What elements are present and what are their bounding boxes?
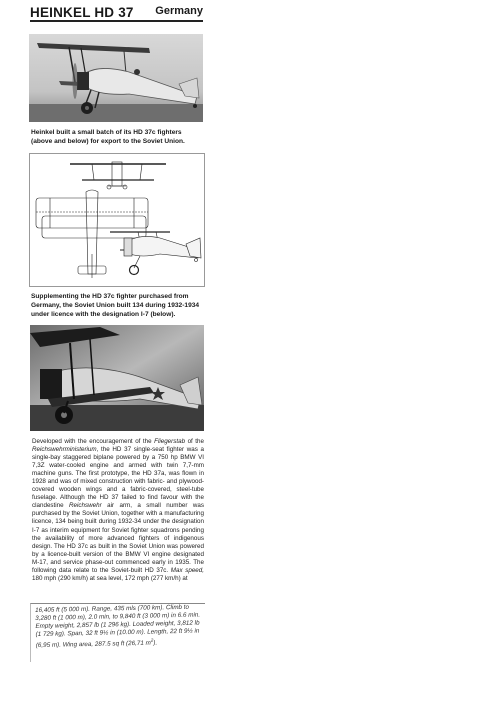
body-paragraph [32, 438, 204, 583]
plan-view [36, 190, 148, 278]
front-view [70, 162, 166, 189]
country-label: Germany [155, 5, 203, 17]
page-header [30, 5, 203, 21]
caption-drawing: Supplementing the HD 37c fighter purchased from Germany, the Soviet Union built 134 during 1932-1934 under licence with the designation I-7 (below). [31, 293, 200, 318]
body-text-e: 180 mph (290 km/h) at sea level, 172 mph (277 km/h) at [32, 574, 188, 582]
body-italic-reichswehrministerium: Reichswehrministerium [32, 446, 97, 454]
body-text-c: , the HD 37 single-seat fighter was a single-bay staggered biplane powered by a 750 hp BMW VI 7,3Z water-cooled engine and armed with twin 7,7-mm machine guns. The first prototype, the HD 37a, was flown in 1928 and was of mixed construction with fabric- and plywood-covered wooden wings and a fabric-covered, steel-tube fuselage. Although the HD 37 failed to find favour with the clandestine [32, 446, 204, 510]
three-view-drawing [29, 153, 205, 287]
spec-text-a: 16,405 ft (5 000 m). Range, 435 mls (700 km). Climb to 3,280 ft (1 000 m), 2.0 min, to 9,840 ft (3 000 m) in 6.6 min. Empty weight, 2,857 lb (1 296 kg). Loaded weight, 3,812 lb (1 729 kg). Span, 32 ft 9½ in (10.00 m). Length, 22 ft 9½ in (6,95 m). Wing area, 287.5 sq ft (26,71 m [35, 603, 201, 650]
spec-text-b: ). [153, 639, 158, 647]
header-rule [30, 20, 203, 22]
spec-superscript: 2 [150, 637, 154, 643]
body-text-d: air arm, a small number was purchased by the Soviet Union, together with a manufacturing licence, 134 being built during 1932-34 under the designation I-7 as interim equipment for Soviet fighter squadrons pending the availability of more advanced fighters of indigenous design. The HD 37c as built in the Soviet Union was powered by a licence-built version of the BMW VI engine designated M-17, and service phase-out commenced early in 1935. The following data relate to the Soviet-built HD 37c. [32, 502, 205, 574]
specifications-box [30, 603, 205, 662]
body-italic-fliegerstab: Fliegerstab [154, 438, 186, 445]
body-italic-max-speed: Max speed, [170, 566, 204, 574]
specifications-text [35, 603, 204, 650]
body-italic-reichswehr: Reichswehr [69, 502, 102, 510]
side-view [110, 232, 201, 275]
caption-photo-top: Heinkel built a small batch of its HD 37c fighters (above and below) for export to the Soviet Union. [31, 129, 185, 145]
page-title: HEINKEL HD 37 [30, 5, 134, 20]
body-text-b: of the [185, 438, 204, 445]
photo-bottom-biplane [30, 325, 204, 431]
body-text-a: Developed with the encouragement of the [32, 438, 155, 445]
photo-top-biplane [29, 34, 203, 122]
